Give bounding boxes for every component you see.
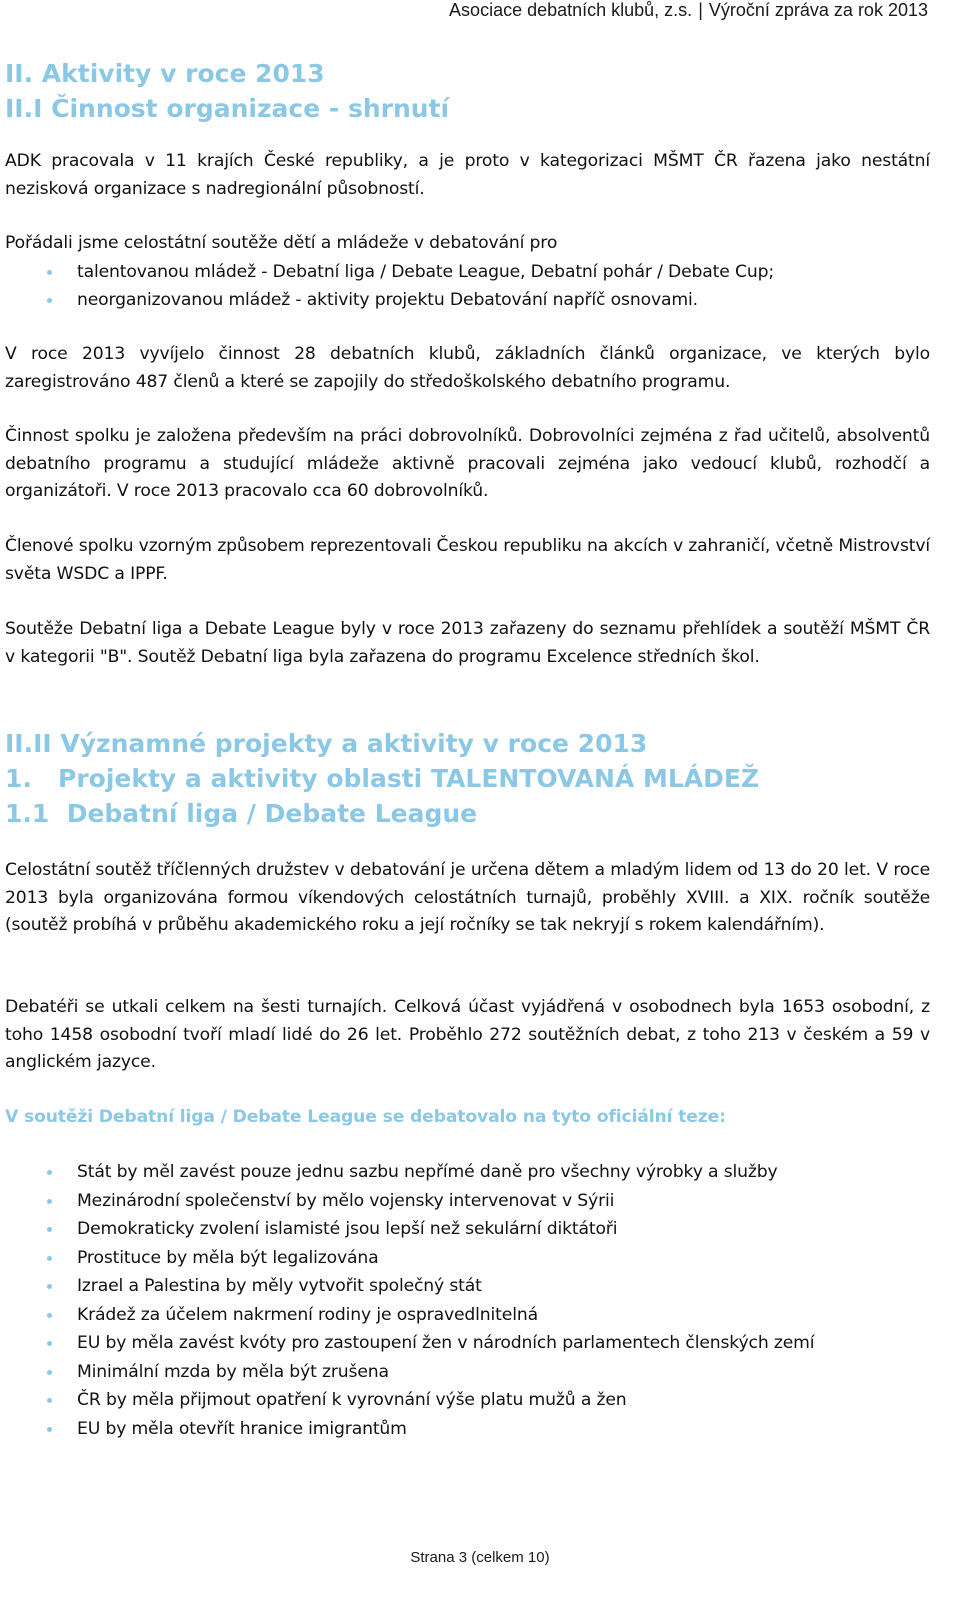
thesis-item: [5, 1329, 930, 1358]
theses-block: [5, 1158, 930, 1443]
competitions-list: [5, 258, 930, 315]
bullet-icon: [47, 1341, 52, 1346]
section2-heading: II.II Významné projekty a aktivity v roce 2013: [5, 729, 648, 758]
thesis-item: [5, 1215, 930, 1244]
list-item-text: neorganizovanou mládež - aktivity projektu Debatování napříč osnovami.: [77, 290, 698, 310]
bullet-icon: [47, 1170, 52, 1175]
bullet-icon: [47, 1427, 52, 1432]
thesis-item: [5, 1244, 930, 1273]
paragraph: Celostátní soutěž tříčlenných družstev v debatování je určena dětem a mladým lidem od 13 do 20 let. V roce 2013 byla organizována formou víkendových celostátních turnajů, proběhly XVIII. a XIX. ročník soutěže (soutěž probíhá v průběhu akademického roku a její ročníky se tak nekryjí s rokem kalendářním).: [5, 860, 930, 935]
thesis-text: Minimální mzda by měla být zrušena: [77, 1361, 389, 1382]
list-item-text: talentovanou mládež - Debatní liga / Debate League, Debatní pohár / Debate Cup;: [77, 261, 775, 282]
paragraph: Soutěže Debatní liga a Debate League byly v roce 2013 zařazeny do seznamu přehlídek a soutěží MŠMT ČR v kategorii "B". Soutěž Debatní liga byla zařazena do programu Excelence středních škol.: [5, 619, 930, 667]
competitions-block: [5, 230, 930, 315]
paragraph-representation: [5, 533, 930, 588]
thesis-item: [5, 1301, 930, 1330]
bullet-icon: [47, 1398, 52, 1403]
subchapter-heading: II.I Činnost organizace - shrnutí: [5, 94, 450, 123]
bullet-icon: [47, 1227, 52, 1232]
paragraph: ADK pracovala v 11 krajích České republiky, a je proto v kategorizaci MŠMT ČR řazena jako nestátní nezisková organizace s nadregionální působností.: [5, 151, 930, 199]
header-separator: |: [698, 0, 703, 20]
thesis-text: Mezinárodní společenství by mělo vojensky intervenovat v Sýrii: [77, 1190, 615, 1211]
thesis-item: [5, 1158, 930, 1187]
paragraph-volunteers: [5, 423, 930, 506]
paragraph-region: [5, 148, 930, 203]
paragraph: V roce 2013 vyvíjelo činnost 28 debatních klubů, základních článků organizace, ve kterých bylo zaregistrováno 487 členů a které se zapojily do středoškolského debatního programu.: [5, 344, 930, 392]
thesis-item: [5, 1415, 930, 1444]
paragraph: Činnost spolku je založena především na práci dobrovolníků. Dobrovolníci zejména z řad učitelů, absolventů debatního programu a studující mládeže aktivně pracovali zejména jako vedoucí klubů, rozhodčí a organizátoři. V roce 2013 pracovalo cca 60 dobrovolníků.: [5, 426, 930, 501]
thesis-text: Demokraticky zvolení islamisté jsou lepší než sekulární diktátoři: [77, 1219, 618, 1239]
thesis-text: Stát by měl zavést pouze jednu sazbu nepřímé daně pro všechny výrobky a služby: [77, 1162, 778, 1182]
thesis-text: EU by měla otevřít hranice imigrantům: [77, 1418, 407, 1439]
paragraph-competitions: [5, 616, 930, 671]
bullet-icon: [47, 298, 52, 303]
header-report: Výroční zpráva za rok 2013: [708, 0, 928, 20]
chapter-heading: II. Aktivity v roce 2013: [5, 59, 325, 88]
section2-heading-block: [5, 726, 930, 831]
paragraph: Členové spolku vzorným způsobem reprezentovali Českou republiku na akcích v zahraničí, včetně Mistrovství světa WSDC a IPPF.: [5, 536, 930, 584]
thesis-item: [5, 1386, 930, 1415]
running-header: [449, 0, 928, 21]
bullet-icon: [47, 270, 52, 275]
thesis-text: Izrael a Palestina by měly vytvořit společný stát: [77, 1276, 482, 1296]
thesis-text: Krádež za účelem nakrmení rodiny je ospravedlnitelná: [77, 1304, 538, 1325]
page-footer: Strana 3 (celkem 10): [410, 1549, 550, 1566]
thesis-item: [5, 1358, 930, 1387]
bullet-icon: [47, 1284, 52, 1289]
thesis-item: [5, 1272, 930, 1301]
bullet-icon: [47, 1199, 52, 1204]
theses-list: [5, 1158, 930, 1443]
thesis-text: EU by měla zavést kvóty pro zastoupení žen v národních parlamentech členských zemí: [77, 1333, 815, 1353]
theses-callout: [5, 1104, 930, 1132]
project-heading: 1.1 Debatní liga / Debate League: [5, 799, 478, 828]
paragraph-league: [5, 857, 930, 940]
paragraph: Pořádali jsme celostátní soutěže dětí a mládeže v debatování pro: [5, 233, 558, 253]
bullet-icon: [47, 1256, 52, 1261]
bullet-icon: [47, 1370, 52, 1375]
list-item: [5, 258, 930, 287]
paragraph: Debatéři se utkali celkem na šesti turnajích. Celková účast vyjádřená v osobodnech byla 1653 osobodní, z toho 1458 osobodní tvoří mladí lidé do 26 let. Proběhlo 272 soutěžních debat, z toho 213 v českém a 59 v anglickém jazyce.: [5, 997, 930, 1072]
paragraph-clubs: [5, 341, 930, 396]
thesis-item: [5, 1187, 930, 1216]
callout-text: V soutěži Debatní liga / Debate League se debatovalo na tyto oficiální teze:: [5, 1107, 726, 1127]
bullet-icon: [47, 1313, 52, 1318]
thesis-text: ČR by měla přijmout opatření k vyrovnání výše platu mužů a žen: [77, 1390, 627, 1410]
section-heading-block: [5, 56, 930, 126]
header-org: Asociace debatních klubů, z.s.: [449, 0, 693, 20]
thesis-text: Prostituce by měla být legalizována: [77, 1247, 379, 1268]
list-item: [5, 286, 930, 315]
paragraph-participation: [5, 994, 930, 1077]
project-area-heading: 1. Projekty a aktivity oblasti TALENTOVANÁ MLÁDEŽ: [5, 764, 760, 793]
